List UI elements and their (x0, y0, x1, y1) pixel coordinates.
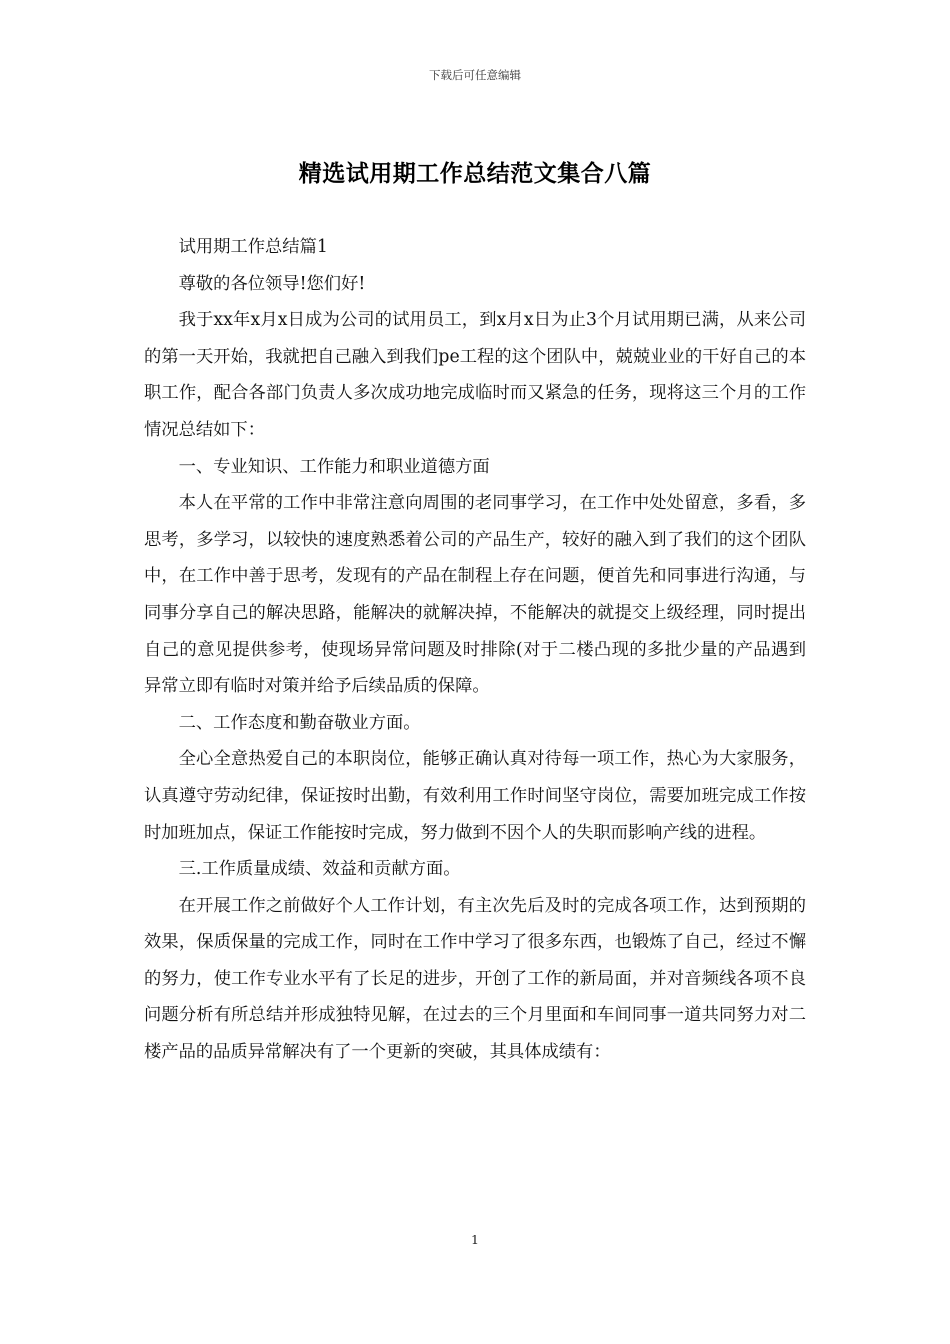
document-body (144, 229, 806, 1071)
document-title: 精选试用期工作总结范文集合八篇 (298, 160, 652, 187)
header-note: 下载后可任意编辑 (429, 68, 521, 82)
section-heading: 一、专业知识、工作能力和职业道德方面 (178, 456, 490, 477)
paragraph: 我于xx年x月x日成为公司的试用员工，到x月x日为止3个月试用期已满，从来公司的第一天开始，我就把自己融入到我们pe工程的这个团队中，兢兢业业的干好自己的本职工作，配合各部门负责人多次成功地完成临时而又紧急的任务，现将这三个月的工作情况总结如下： (144, 310, 806, 440)
greeting: 尊敬的各位领导!您们好! (178, 273, 366, 294)
page-number: 1 (471, 1232, 479, 1247)
paragraph: 在开展工作之前做好个人工作计划，有主次先后及时的完成各项工作，达到预期的效果，保质保量的完成工作，同时在工作中学习了很多东西，也锻炼了自己，经过不懈的努力，使工作专业水平有了长足的进步，开创了工作的新局面，并对音频线各项不良问题分析有所总结并形成独特见解，在过去的三个月里面和车间同事一道共同努力对二楼产品的品质异常解决有了一个更新的突破，其具体成绩有： (144, 895, 806, 1063)
section-heading: 二、工作态度和勤奋敬业方面。 (178, 712, 421, 733)
paragraph: 本人在平常的工作中非常注意向周围的老同事学习，在工作中处处留意，多看，多思考，多学习，以较快的速度熟悉着公司的产品生产，较好的融入到了我们的这个团队中，在工作中善于思考，发现有的产品在制程上存在问题，便首先和同事进行沟通，与同事分享自己的解决思路，能解决的就解决掉，不能解决的就提交上级经理，同时提出自己的意见提供参考，使现场异常问题及时排除(对于二楼凸现的多批少量的产品遇到异常立即有临时对策并给予后续品质的保障。 (144, 493, 806, 697)
section-heading: 三.工作质量成绩、效益和贡献方面。 (178, 859, 461, 880)
section-heading: 试用期工作总结篇1 (178, 237, 328, 257)
paragraph: 全心全意热爱自己的本职岗位，能够正确认真对待每一项工作，热心为大家服务，认真遵守劳动纪律，保证按时出勤，有效利用工作时间坚守岗位，需要加班完成工作按时加班加点，保证工作能按时完成，努力做到不因个人的失职而影响产线的进程。 (144, 749, 806, 843)
